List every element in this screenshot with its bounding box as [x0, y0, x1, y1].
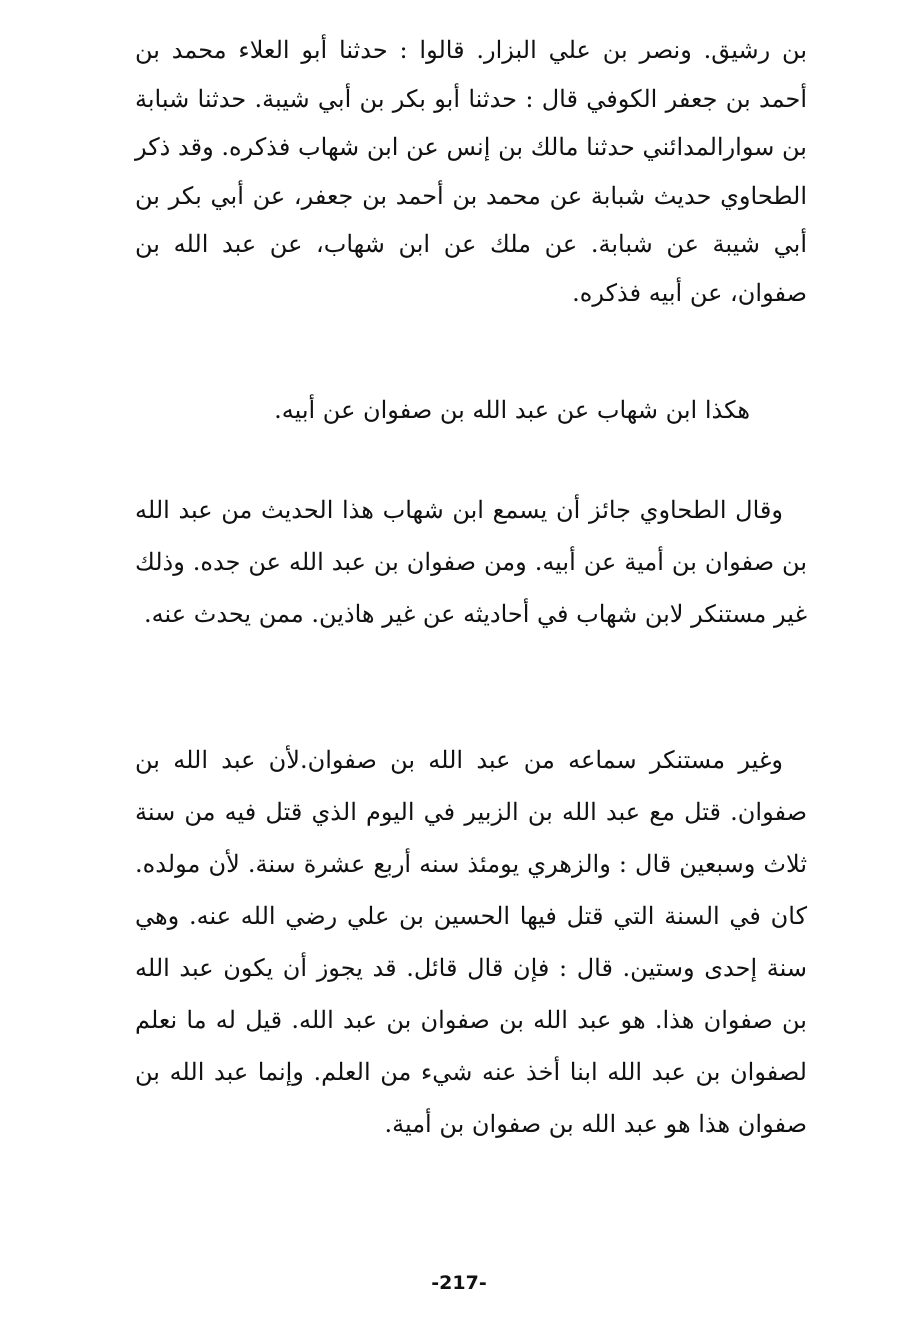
- paragraph-isnad: بن رشيق. ونصر بن علي البزار. قالوا : حدثنا أبو العلاء محمد بن أحمد بن جعفر الكوفي قال : حدثنا أبو بكر بن أبي شيبة. حدثنا شبابة بن سوارالمدائني حدثنا مالك بن إنس عن ابن شهاب فذكره. وقد ذكر الطحاوي حديث شبابة عن محمد بن أحمد بن جعفر، عن أبي بكر بن أبي شيبة عن شبابة. عن ملك عن ابن شهاب، عن عبد الله بن صفوان، عن أبيه فذكره.: [135, 36, 807, 307]
- paragraph-discussion: وغير مستنكر سماعه من عبد الله بن صفوان.لأن عبد الله بن صفوان. قتل مع عبد الله بن الزبير في اليوم الذي قتل فيه من سنة ثلاث وسبعين قال : والزهري يومئذ سنه أربع عشرة سنة. لأن مولده. كان في السنة التي قتل فيها الحسين بن علي رضي الله عنه. وهي سنة إحدى وستين. قال : فإن قال قائل. قد يجوز أن يكون عبد الله بن صفوان هذا. هو عبد الله بن صفوان بن عبد الله. قيل له ما نعلم لصفوان بن عبد الله ابنا أخذ عنه شيء من العلم. وإنما عبد الله بن صفوان هذا هو عبد الله بن صفوان بن أمية.: [135, 746, 807, 1138]
- paragraph-heading-line: هكذا ابن شهاب عن عبد الله بن صفوان عن أبيه.: [274, 396, 750, 424]
- paragraph-tahawi: وقال الطحاوي جائز أن يسمع ابن شهاب هذا الحديث من عبد الله بن صفوان بن أمية عن أبيه. ومن صفوان بن عبد الله عن جده. وذلك غير مستنكر لابن شهاب في أحاديثه عن غير هاذين. ممن يحدث عنه.: [135, 496, 807, 628]
- page-number: -217-: [431, 1272, 487, 1294]
